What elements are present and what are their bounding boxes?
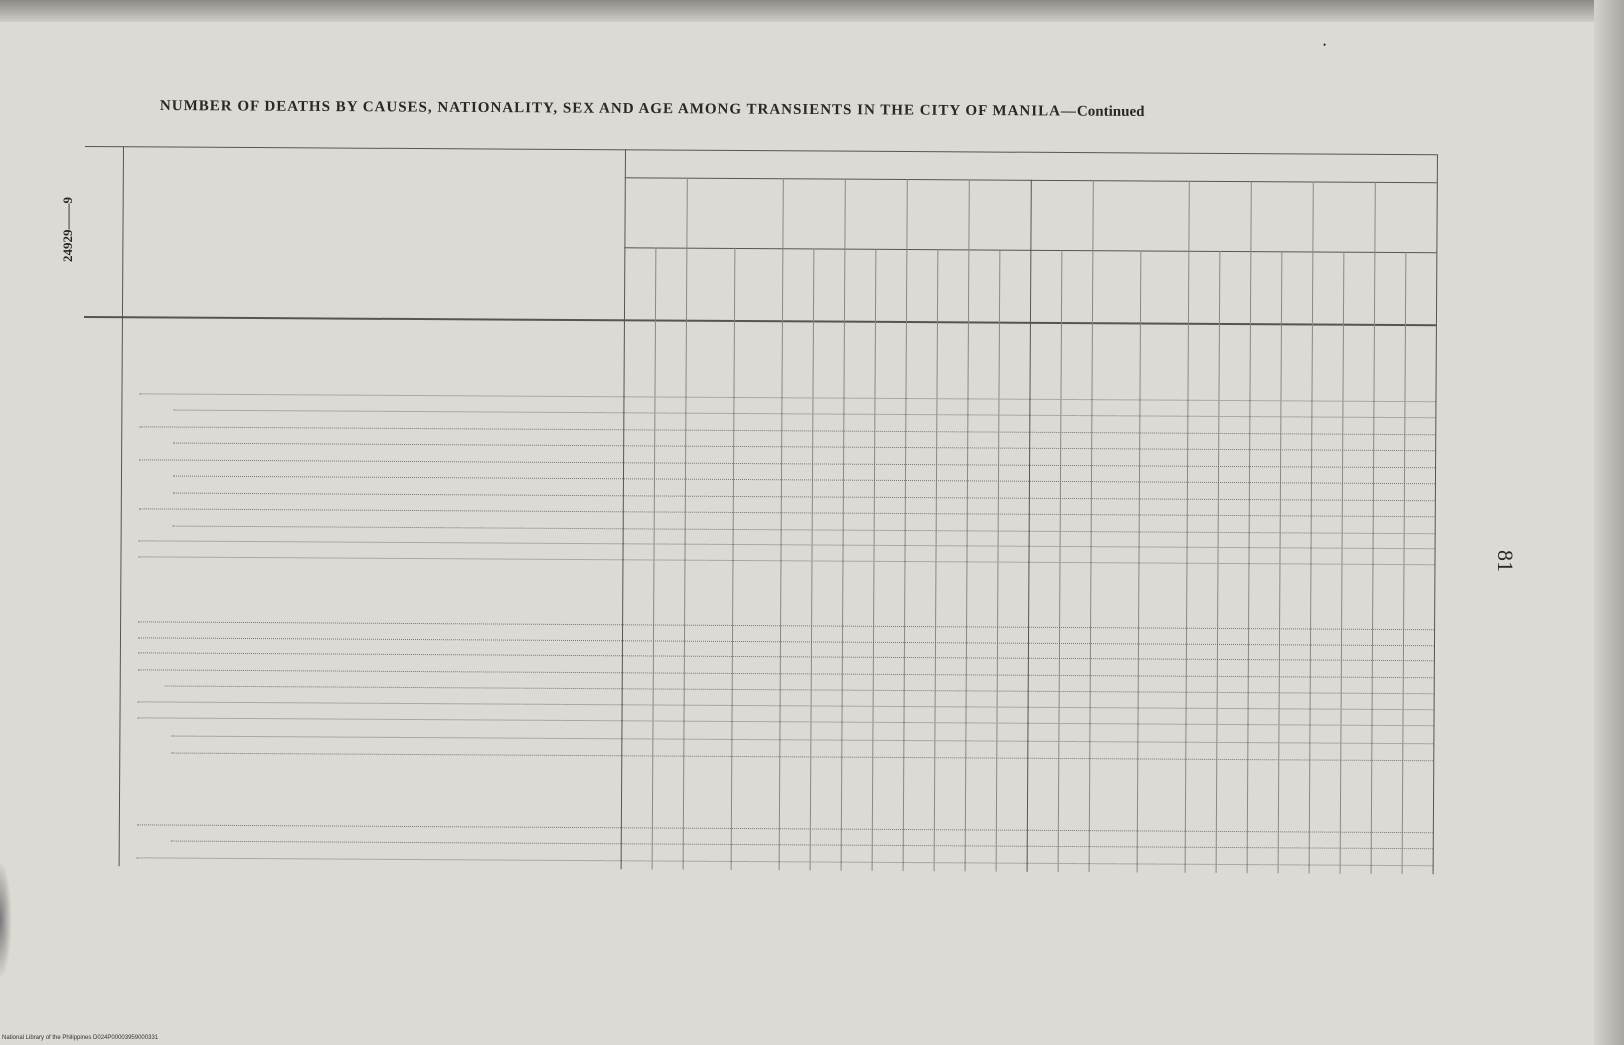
- col-rule-causes: [621, 149, 626, 869]
- leader-dots: [165, 684, 1434, 694]
- leader-dots: [138, 620, 1434, 630]
- leader-dots: [138, 700, 1434, 710]
- col-rule: [1027, 180, 1032, 872]
- leader-dots: [139, 539, 1435, 549]
- nationality-header: [1093, 210, 1189, 211]
- leader-dots: [173, 475, 1435, 485]
- leader-dots: [173, 409, 1435, 419]
- leader-dots: [138, 636, 1434, 646]
- age-group-header: [625, 157, 1031, 159]
- scan-right-edge: [1594, 0, 1624, 1045]
- leader-dots: [171, 735, 1433, 745]
- col-rule-number: [119, 146, 124, 866]
- col-rule: [1371, 182, 1376, 874]
- side-code: 24929——9: [60, 197, 75, 262]
- leader-dots: [171, 752, 1433, 762]
- table-top-rule: [85, 146, 1437, 155]
- page-title: NUMBER OF DEATHS BY CAUSES, NATIONALITY, SEX AND AGE AMONG TRANSIENTS IN THE CITY OF MANILA—Continued: [159, 98, 1145, 121]
- col-rule: [1089, 180, 1094, 872]
- leader-dots: [137, 823, 1433, 833]
- binding-shadow: [0, 860, 12, 980]
- leader-dots: [139, 507, 1435, 517]
- leader-dots: [173, 442, 1435, 452]
- scan-top-edge: [0, 0, 1624, 22]
- nationality-header: [687, 208, 783, 209]
- leader-dots: [139, 425, 1435, 435]
- causes-header: [125, 214, 625, 217]
- leader-dots: [137, 856, 1433, 866]
- col-rule: [841, 179, 846, 871]
- page-number: 81: [1493, 550, 1518, 572]
- leader-dots: [173, 525, 1435, 535]
- leader-dots: [138, 651, 1434, 661]
- speck: •: [1323, 40, 1327, 50]
- leader-dots: [173, 492, 1435, 502]
- col-rule: [1185, 181, 1190, 873]
- col-rule: [1309, 182, 1314, 874]
- col-rule: [903, 179, 908, 871]
- leader-dots: [139, 458, 1435, 468]
- col-rule: [1247, 181, 1252, 873]
- col-rule: [683, 178, 688, 870]
- col-rule: [779, 178, 784, 870]
- leader-dots: [138, 555, 1434, 565]
- leader-dots: [138, 668, 1434, 678]
- leader-dots: [139, 392, 1435, 402]
- age-group-header: [1031, 160, 1437, 162]
- leader-dots: [138, 716, 1434, 726]
- deaths-table: [80, 146, 1485, 915]
- header-bottom-rule: [84, 316, 1436, 326]
- col-rule: [965, 179, 970, 871]
- leader-dots: [171, 840, 1433, 850]
- footer-credit: National Library of the Philippines D024P00003959000331: [2, 1035, 159, 1041]
